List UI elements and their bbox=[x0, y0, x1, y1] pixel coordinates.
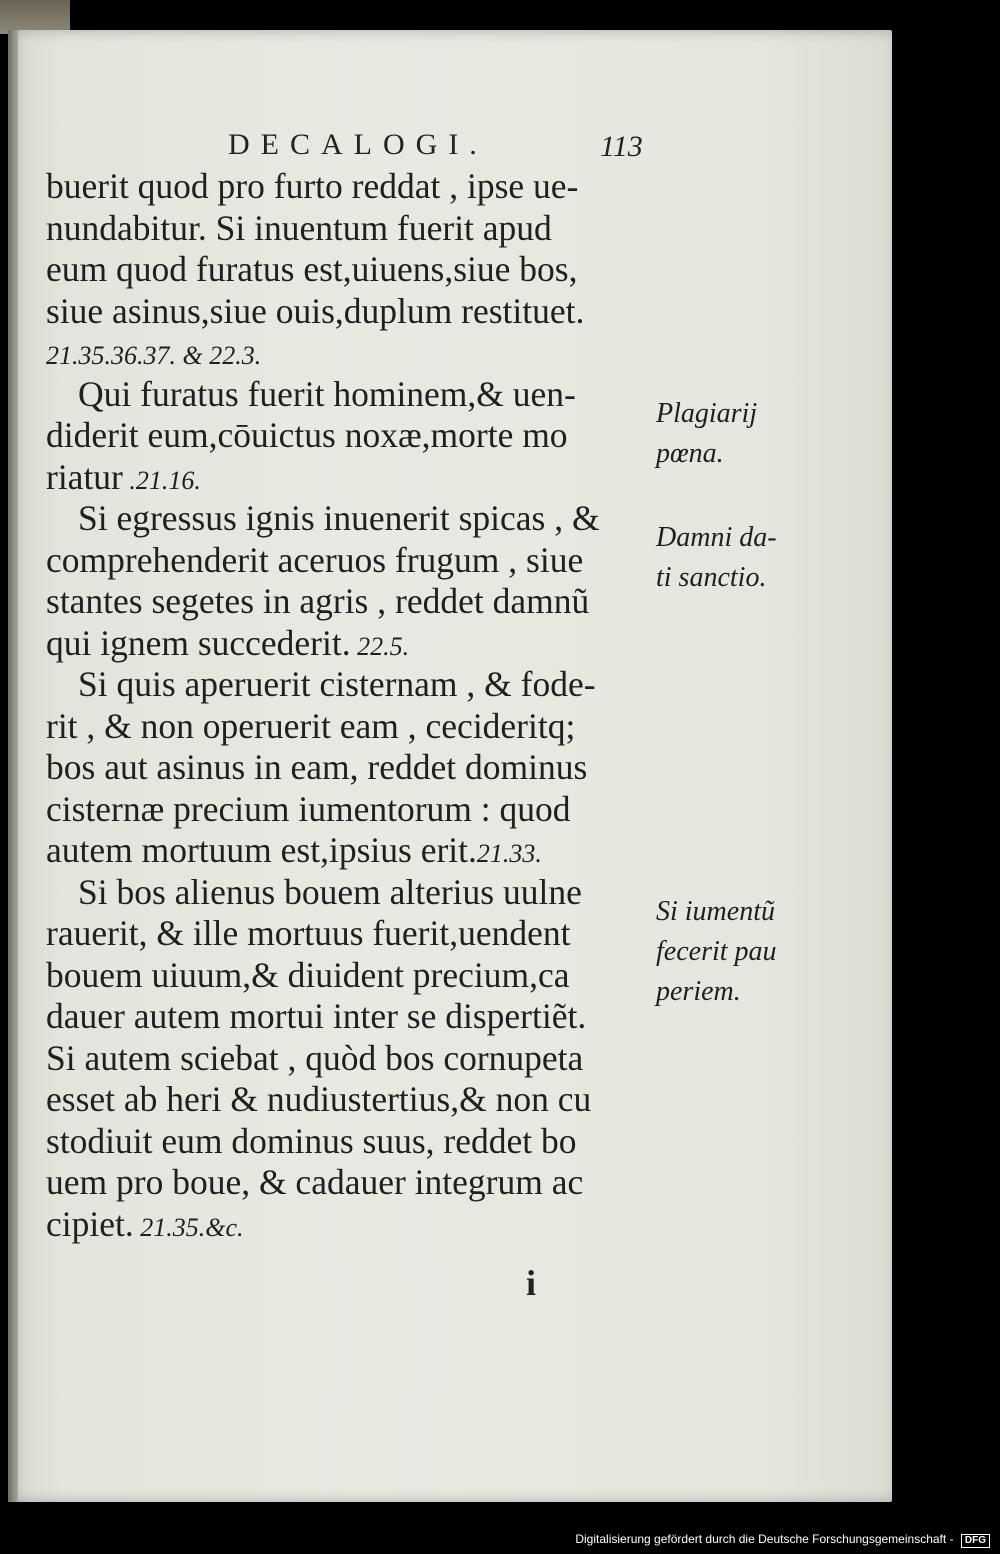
scripture-reference: 21.33. bbox=[476, 839, 542, 868]
text-line-content: buerit quod pro furto reddat , ipse ue- bbox=[46, 166, 579, 206]
text-line-content: stantes segetes in agris , reddet damnũ bbox=[46, 581, 590, 621]
text-line-content: Si bos alienus bouem alterius uulne bbox=[78, 871, 582, 912]
text-line-content: nundabitur. Si inuentum fuerit apud bbox=[46, 207, 552, 248]
text-line bbox=[46, 1038, 646, 1080]
scripture-reference: 22.5. bbox=[350, 631, 410, 661]
text-line bbox=[46, 457, 646, 499]
page-number: 113 bbox=[600, 130, 643, 163]
text-line-content: eum quod furatus est,uiuens,siue bos, bbox=[46, 249, 578, 289]
marginal-note-line: Damni da- bbox=[656, 522, 777, 553]
text-line-content: Si quis aperuerit cisternam , & fode- bbox=[78, 664, 596, 704]
text-line bbox=[46, 208, 646, 250]
text-line bbox=[46, 415, 646, 457]
marginal-note bbox=[656, 892, 826, 1012]
main-text-block bbox=[46, 166, 646, 1245]
text-line bbox=[46, 291, 646, 333]
text-line bbox=[46, 913, 646, 955]
text-line bbox=[46, 374, 646, 416]
text-line bbox=[46, 872, 646, 914]
scripture-reference: 21.35.36.37. & 22.3. bbox=[46, 341, 262, 370]
credit-text: Digitalisierung gefördert durch die Deutsche Forschungsgemeinschaft - bbox=[575, 1532, 954, 1546]
text-line-content: bos aut asinus in eam, reddet dominus bbox=[46, 747, 588, 787]
digitization-credit bbox=[575, 1532, 990, 1548]
text-line bbox=[46, 332, 646, 374]
text-line-content: cipiet. bbox=[46, 1203, 134, 1244]
text-line bbox=[46, 830, 646, 872]
text-line-content: dauer autem mortui inter se dispertiẽt. bbox=[46, 996, 587, 1036]
book-edge-scrap bbox=[0, 0, 70, 34]
text-line bbox=[46, 623, 646, 665]
text-line bbox=[46, 664, 646, 706]
text-line-content: Qui furatus fuerit hominem,& uen- bbox=[78, 373, 576, 414]
marginal-note bbox=[656, 394, 826, 474]
text-line-content: rauerit, & ille mortuus fuerit,uendent bbox=[46, 913, 571, 953]
text-line-content: Si autem sciebat , quòd bos cornupeta bbox=[46, 1037, 584, 1078]
text-line bbox=[46, 581, 646, 623]
text-line bbox=[46, 1162, 646, 1204]
text-line-content: siue asinus,siue ouis,duplum restituet. bbox=[46, 290, 585, 331]
marginal-note-line: Si iumentũ bbox=[656, 896, 775, 927]
text-line-content: bouem uiuum,& diuident precium,ca bbox=[46, 954, 570, 995]
text-line bbox=[46, 789, 646, 831]
text-line-content: rit , & non operuerit eam , cecideritq; bbox=[46, 705, 576, 746]
marginal-note bbox=[656, 518, 826, 598]
marginal-note-line: periem. bbox=[656, 976, 741, 1007]
marginal-note-line: ti sanctio. bbox=[656, 562, 767, 593]
text-line bbox=[46, 1079, 646, 1121]
text-line-content: comprehenderit aceruos frugum , siue bbox=[46, 539, 584, 580]
text-line-content: esset ab heri & nudiustertius,& non cu bbox=[46, 1079, 592, 1119]
text-line bbox=[46, 166, 646, 208]
text-line-content: autem mortuum est,ipsius erit. bbox=[46, 830, 477, 870]
text-line bbox=[46, 747, 646, 789]
text-line bbox=[46, 498, 646, 540]
text-line-content: uem pro boue, & cadauer integrum ac bbox=[46, 1162, 584, 1202]
text-line bbox=[46, 1204, 646, 1246]
scripture-reference: .21.16. bbox=[122, 465, 201, 495]
marginal-note-line: pœna. bbox=[656, 438, 724, 469]
text-line-content: cisternæ precium iumentorum : quod bbox=[46, 788, 571, 829]
text-line-content: qui ignem succederit. bbox=[46, 622, 351, 663]
text-line bbox=[46, 706, 646, 748]
text-line-content: Si egressus ignis inuenerit spicas , & bbox=[78, 498, 600, 538]
page-header bbox=[0, 128, 1000, 168]
marginal-note-line: Plagiarij bbox=[656, 398, 758, 429]
page-gutter-shadow bbox=[8, 30, 18, 1502]
text-line bbox=[46, 955, 646, 997]
marginal-note-line: fecerit pau bbox=[656, 936, 777, 967]
text-line bbox=[46, 996, 646, 1038]
dfg-logo: DFG bbox=[961, 1534, 990, 1548]
signature-mark: i bbox=[526, 1263, 537, 1303]
running-head: DECALOGI. bbox=[228, 128, 488, 161]
text-line bbox=[46, 1121, 646, 1163]
scripture-reference: 21.35.&c. bbox=[133, 1212, 244, 1242]
text-line-content: diderit eum,cōuictus noxæ,morte mo bbox=[46, 415, 568, 455]
text-line-content: stodiuit eum dominus suus, reddet bo bbox=[46, 1120, 577, 1161]
text-line bbox=[46, 249, 646, 291]
text-line-content: riatur bbox=[46, 456, 123, 497]
text-line bbox=[46, 540, 646, 582]
